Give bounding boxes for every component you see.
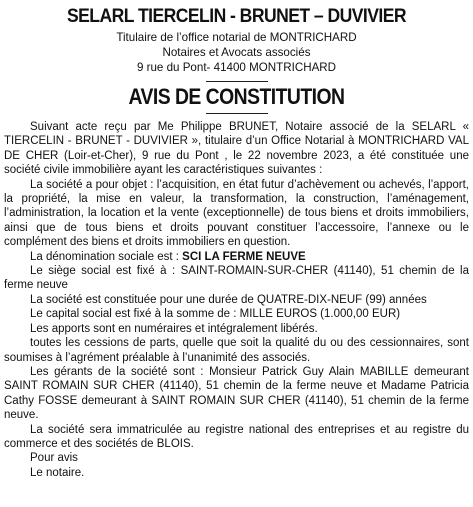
paragraph-intro: Suivant acte reçu par Me Philippe BRUNET, Notaire associé de la SELARL « TIERCELIN - BRUNET - DUVIVIER », titulaire d’un Office Notarial à MONTRICHARD VAL DE CHER (Loir-et-Cher), 9 rue du Pont , le 22 novembre 2023, a été constituée une société civile immobilière ayant les caractéristiques suivantes : [4,121,469,177]
notice-title: AVIS DE CONSTITUTION [128,84,345,109]
paragraph-capital: Le capital social est fixé à la somme de : MILLE EUROS (1.000,00 EUR) [30,308,401,321]
office-line: Notaires et Avocats associés [162,46,311,59]
divider [206,81,268,82]
office-line: 9 rue du Pont- 41400 MONTRICHARD [136,61,337,74]
office-details [4,30,469,75]
office-line: Titulaire de l’office notarial de MONTRICHARD [116,31,357,44]
legal-notice-page [0,5,473,507]
divider [206,113,268,114]
paragraph-immatriculation: La société sera immatriculée au registre national des entreprises et au registre du commerce et des sociétés de BLOIS. [4,423,469,450]
paragraph-denomination [4,250,469,264]
denomination-label: La dénomination sociale est : [30,250,183,263]
paragraph-gerants: Les gérants de la société sont : Monsieur Patrick Guy Alain MABILLE demeurant SAINT ROMAIN SUR CHER (41140), 51 chemin de la ferme neuve et Madame Patricia Cathy FOSSE demeurant à SAINT ROMAIN SUR CHER (41140), 51 chemin de la ferme neuve. [4,365,469,422]
paragraph-objet: La société a pour objet : l’acquisition, en état futur d’achèvement ou achevés, l’apport, la propriété, la mise en valeur, la transformation, la construction, l’aménagement, l’administration, la location et la vente (exceptionnelle) de tous biens et droits immobiliers, ainsi que de tous biens et droits pouvant constituer l’accessoire, l’annexe ou le complément des biens et droits immobiliers en question. [4,178,469,249]
paragraph-apports: Les apports sont en numéraires et intégralement libérés. [30,322,318,335]
closing-signature: Le notaire. [30,466,85,479]
closing-pour-avis: Pour avis [30,452,78,465]
paragraph-siege: Le siège social est fixé à : SAINT-ROMAIN-SUR-CHER (41140), 51 chemin de la ferme neuve [4,265,469,292]
notice-body [4,120,469,480]
paragraph-duree: La société est constituée pour une durée de QUATRE-DIX-NEUF (99) années [30,293,427,306]
firm-name: SELARL TIERCELIN - BRUNET – DUVIVIER [66,5,407,27]
paragraph-cessions: toutes les cessions de parts, quelle que soit la qualité du ou des cessionnaires, sont soumises à l’agrément préalable à l’unanimité des associés. [4,337,469,364]
denomination-value: SCI LA FERME NEUVE [182,250,306,263]
